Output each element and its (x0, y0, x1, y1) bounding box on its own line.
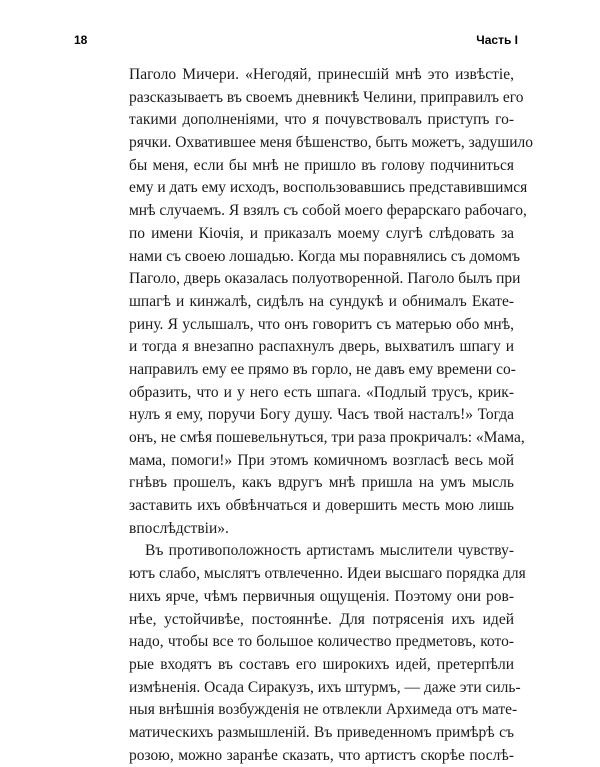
text-line: впослѣдствіи». (129, 519, 229, 537)
text-line: направилъ ему ее прямо въ горло, не давъ ему времени со- (129, 360, 516, 378)
text-line: разсказываетъ въ своемъ дневникѣ Челини, приправилъ его (129, 88, 524, 106)
text-line: по имени Кіочія, и приказалъ моему слугѣ слѣдовать за (129, 224, 514, 242)
text-line: Паголо Мичери. «Негодяй, принесшій мнѣ это извѣстіе, (129, 66, 514, 83)
text-line: заставить ихъ обвѣнчаться и довершить месть мою лишь (129, 497, 514, 515)
text-line: такими дополненіями, что я почувствовалъ приступъ го- (129, 111, 514, 129)
text-line: надо, чтобы все то большое количество предметовъ, кото- (129, 633, 514, 651)
text-line: бы меня, если бы мнѣ не пришло въ голову подчиниться (129, 156, 514, 174)
text-line: матическихъ размышленій. Въ приведенномъ примѣрѣ съ (129, 723, 514, 741)
running-head: Часть I (476, 33, 518, 47)
text-line: шпагѣ и кинжалѣ, сидѣлъ на сундукѣ и обнималъ Екате- (129, 292, 514, 310)
text-line: ему и дать ему исходъ, воспользовавшись представившимся (129, 179, 528, 197)
text-line: образить, что и у него есть шпага. «Подлый трусъ, крик- (129, 383, 514, 401)
text-line: розою, можно заранѣе сказать, что артистъ скорѣе послѣ- (129, 746, 514, 764)
text-line: рячки. Охватившее меня бѣшенство, быть можетъ, задушило (129, 134, 533, 152)
text-line: Въ противоположность артистамъ мыслители чувству- (145, 542, 514, 560)
text-line: рину. Я услышалъ, что онъ говоритъ съ матерью обо мнѣ, (129, 315, 514, 333)
page-number: 18 (74, 33, 88, 47)
text-line: онъ, не смѣя пошевельнуться, три раза прокричалъ: «Мама, (129, 429, 525, 446)
text-line: нулъ я ему, поручи Богу душу. Часъ твой насталъ!» Тогда (129, 406, 514, 424)
text-line: мнѣ случаемъ. Я взялъ съ собой моего ферарскаго рабочаго, (129, 202, 527, 220)
text-line: мама, помоги!» При этомъ комичномъ возгласѣ весь мой (129, 451, 514, 469)
body-text (129, 64, 533, 767)
text-line: гнѣвъ прошелъ, какъ вдругъ мнѣ пришла на умъ мысль (129, 474, 514, 492)
text-line: Паголо, дверь оказалась полуотворенной. Паголо былъ при (129, 270, 521, 288)
text-line: нѣе, устойчивѣе, постояннѣе. Для потрясенія ихъ идей (129, 610, 514, 628)
text-line: ныя внѣшнія возбужденія не отвлекли Архимеда отъ мате- (129, 701, 518, 719)
text-line: ютъ слабо, мыслятъ отвлеченно. Идеи высшаго порядка для (129, 565, 526, 583)
text-line: рые входятъ въ составъ его широкихъ идей, претерпѣли (129, 655, 514, 673)
text-line: нами съ своею лошадью. Когда мы поравнялись съ домомъ (129, 247, 520, 265)
text-line: нихъ ярче, чѣмъ первичныя ощущенія. Поэтому они ров- (129, 587, 514, 605)
text-line: измѣненія. Осада Сиракузъ, ихъ штурмъ, — даже эти силь- (129, 678, 521, 696)
text-line: и тогда я внезапно распахнулъ дверь, выхватилъ шпагу и (129, 338, 514, 356)
